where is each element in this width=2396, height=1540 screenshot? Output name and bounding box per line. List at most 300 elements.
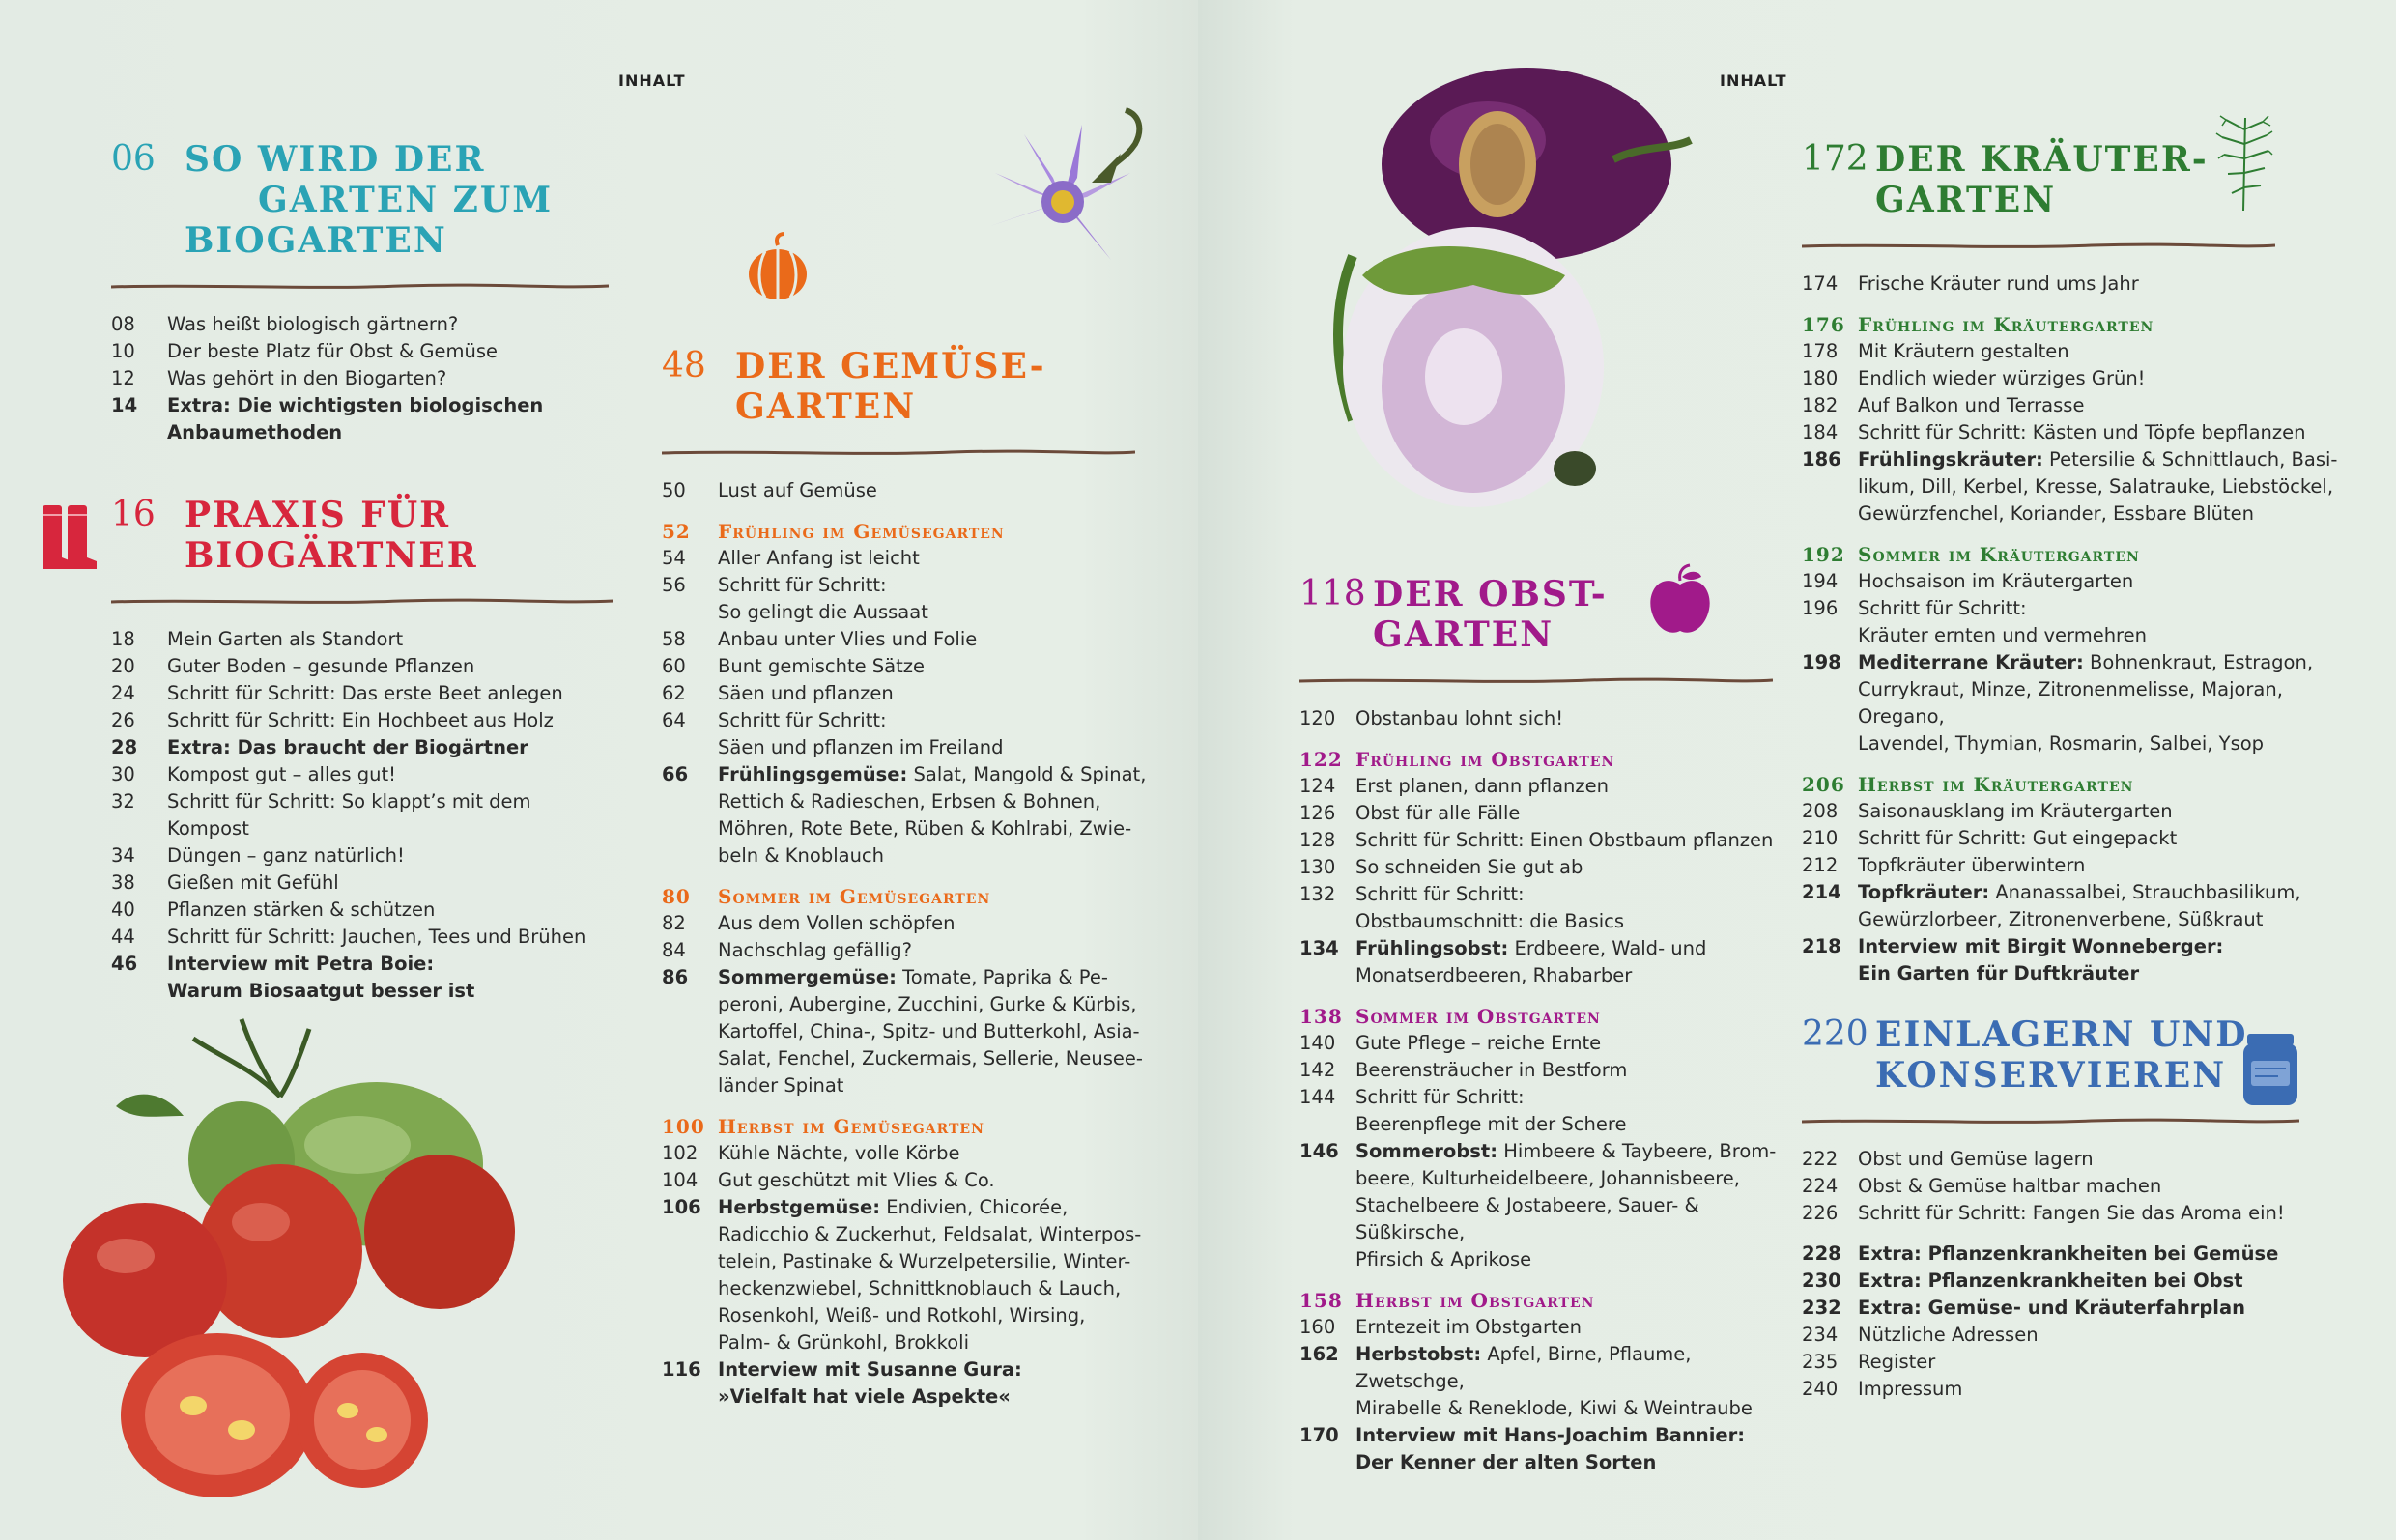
entry-page-number: [662, 1221, 718, 1248]
toc-entry[interactable]: [1299, 1422, 1783, 1449]
right-page: [1198, 0, 2396, 1540]
toc-subheading[interactable]: [662, 518, 1164, 545]
section-title: [1875, 1014, 2304, 1096]
toc-entries: [1802, 1146, 2304, 1403]
entry-text: Schritt für Schritt: Jauchen, Tees und Brühen: [167, 926, 586, 948]
toc-entry[interactable]: [1299, 1057, 1783, 1084]
entry-page-number: 160: [1299, 1316, 1336, 1338]
section-title: [185, 139, 613, 261]
toc-entry[interactable]: [662, 1275, 1164, 1302]
eggplant-flower-image: [971, 100, 1164, 294]
toc-entry[interactable]: [1802, 473, 2362, 500]
toc-entry[interactable]: [1299, 1030, 1783, 1057]
entry-page-number: 194: [1802, 570, 1839, 592]
eggplants-image: [1295, 53, 1739, 527]
toc-entry[interactable]: [1802, 1146, 2304, 1173]
toc-entry[interactable]: [1299, 1111, 1783, 1138]
toc-entry[interactable]: [1299, 1165, 1783, 1192]
entry-page-number: 210: [1802, 827, 1839, 849]
toc-entry[interactable]: [1802, 676, 2362, 730]
entry-rest: Tomate, Paprika & Pe-: [896, 966, 1108, 988]
entry-page-number: 186: [1802, 448, 1841, 471]
entry-text: Nützliche Adressen: [1858, 1324, 2039, 1346]
toc-subheading[interactable]: [1299, 1003, 1783, 1030]
entry-page-number: 126: [1299, 802, 1336, 824]
entry-page-number: 138: [1299, 1005, 1343, 1028]
toc-entry[interactable]: [111, 788, 613, 842]
entry-text: [1355, 935, 1783, 962]
entry-page-number: [1802, 960, 1858, 987]
entry-page-number: 38: [111, 871, 135, 894]
entry-page-number: 26: [111, 709, 135, 731]
toc-entry[interactable]: [1299, 800, 1783, 827]
toc-entry[interactable]: [1802, 338, 2362, 365]
toc-entry[interactable]: [1802, 798, 2362, 825]
section-kraeutergarten: [1802, 139, 2362, 987]
toc-entry[interactable]: [1802, 365, 2362, 392]
toc-entry[interactable]: [1802, 446, 2362, 473]
section-title-line: EINLAGERN UND: [1875, 1014, 2248, 1055]
toc-entry[interactable]: [662, 1221, 1164, 1248]
entry-page-number: 128: [1299, 829, 1336, 851]
toc-entry[interactable]: [111, 978, 613, 1005]
section-praxis: [111, 495, 613, 1005]
entry-page-number: 66: [662, 763, 689, 785]
entry-text: Frische Kräuter rund ums Jahr: [1858, 272, 2139, 295]
toc-entry[interactable]: [111, 761, 613, 788]
entry-text: Salat, Fenchel, Zuckermais, Sellerie, Neusee-: [718, 1047, 1143, 1069]
toc-entry[interactable]: [1299, 854, 1783, 881]
entry-page-number: 34: [111, 844, 135, 867]
toc-subheading[interactable]: [662, 1113, 1164, 1140]
entry-lead: Herbstobst:: [1355, 1343, 1482, 1365]
entry-page-number: [662, 788, 718, 815]
entry-page-number: 174: [1802, 272, 1839, 295]
toc-entry[interactable]: [1299, 773, 1783, 800]
entry-gap: [1802, 757, 2362, 771]
entry-text: Palm- & Grünkohl, Brokkoli: [718, 1331, 969, 1354]
section-title-line: GARTEN: [1875, 180, 2057, 220]
entry-page-number: 116: [662, 1358, 701, 1381]
entry-gap: [1802, 1227, 2304, 1241]
toc-entry[interactable]: [1802, 392, 2362, 419]
toc-entry[interactable]: [111, 707, 613, 734]
toc-entry[interactable]: [1802, 271, 2362, 298]
entry-text: »Vielfalt hat viele Aspekte«: [718, 1385, 1011, 1408]
toc-entry[interactable]: [662, 761, 1164, 788]
toc-subheading[interactable]: [662, 883, 1164, 910]
toc-entries: [1299, 705, 1783, 1476]
toc-entry[interactable]: [662, 1383, 1164, 1411]
entry-page-number: 208: [1802, 800, 1839, 822]
entry-text: Nachschlag gefällig?: [718, 939, 912, 961]
toc-entry[interactable]: [662, 815, 1164, 842]
entry-page-number: 176: [1802, 313, 1845, 336]
entry-text: Obst und Gemüse lagern: [1858, 1148, 2094, 1170]
entry-page-number: 64: [662, 709, 686, 731]
toc-entry[interactable]: [1802, 1322, 2304, 1349]
entry-text: Kompost gut – alles gut!: [167, 763, 396, 785]
entry-page-number: 162: [1299, 1343, 1339, 1365]
entry-page-number: [1299, 1192, 1355, 1246]
entry-page-number: 170: [1299, 1424, 1339, 1446]
toc-entry[interactable]: [1802, 1200, 2304, 1227]
entry-page-number: [1802, 730, 1858, 757]
toc-entry[interactable]: [662, 653, 1164, 680]
entry-text: Säen und pflanzen: [718, 682, 894, 704]
entry-text: Ein Garten für Duftkräuter: [1858, 962, 2140, 984]
entry-page-number: [1802, 676, 1858, 730]
entry-text: Schritt für Schritt:: [718, 574, 887, 596]
entry-page-number: 84: [662, 939, 686, 961]
section-page-number: 48: [662, 346, 706, 385]
entry-text: Schritt für Schritt: Ein Hochbeet aus Holz: [167, 709, 554, 731]
toc-entry[interactable]: [1802, 933, 2362, 960]
entry-text: Kühle Nächte, volle Körbe: [718, 1142, 960, 1164]
toc-entry[interactable]: [662, 842, 1164, 870]
toc-entry[interactable]: [111, 924, 613, 951]
entry-page-number: [1299, 1111, 1355, 1138]
toc-entry[interactable]: [662, 991, 1164, 1018]
entry-text: Der beste Platz für Obst & Gemüse: [167, 340, 499, 362]
entry-text: Bunt gemischte Sätze: [718, 655, 926, 677]
toc-entry[interactable]: [1299, 908, 1783, 935]
entry-page-number: 144: [1299, 1086, 1336, 1108]
toc-entry[interactable]: [1299, 1341, 1783, 1395]
entry-text: Interview mit Susanne Gura:: [718, 1358, 1022, 1381]
entry-gap: [1299, 732, 1783, 746]
toc-entry[interactable]: [1299, 935, 1783, 962]
toc-entry[interactable]: [662, 1329, 1164, 1356]
toc-entry[interactable]: [111, 680, 613, 707]
entry-text: Obst für alle Fälle: [1355, 802, 1521, 824]
entry-text: Obstbaumschnitt: die Basics: [1355, 910, 1625, 932]
section-title-line: DER GEMÜSE-: [735, 346, 1046, 386]
entry-page-number: 214: [1802, 881, 1841, 903]
entry-page-number: 62: [662, 682, 686, 704]
toc-entry[interactable]: [1299, 827, 1783, 854]
entry-text: Schritt für Schritt: Das erste Beet anlegen: [167, 682, 563, 704]
entry-page-number: 18: [111, 628, 135, 650]
toc-entry[interactable]: [1802, 1295, 2304, 1322]
entry-gap: [662, 870, 1164, 883]
entry-rest: Salat, Mangold & Spinat,: [907, 763, 1147, 785]
toc-entry[interactable]: [662, 1356, 1164, 1383]
toc-entry[interactable]: [662, 1072, 1164, 1099]
entry-page-number: 46: [111, 953, 138, 975]
entry-page-number: [1299, 1449, 1355, 1476]
entry-text: Schritt für Schritt: So klappt’s mit dem Kompost: [167, 790, 531, 840]
entry-text: Mein Garten als Standort: [167, 628, 404, 650]
toc-entry[interactable]: [1802, 960, 2362, 987]
entry-page-number: 240: [1802, 1378, 1839, 1400]
boots-icon: [39, 503, 99, 573]
toc-entry[interactable]: [662, 1018, 1164, 1045]
toc-entry[interactable]: [1802, 419, 2362, 446]
toc-entry[interactable]: [662, 599, 1164, 626]
running-head: INHALT: [618, 71, 686, 90]
toc-entry[interactable]: [662, 1302, 1164, 1329]
entry-page-number: 230: [1802, 1269, 1841, 1292]
entry-text: Extra: Pflanzenkrankheiten bei Gemüse: [1858, 1242, 2279, 1265]
entry-lead: Topfkräuter:: [1858, 881, 1990, 903]
toc-entry[interactable]: [662, 788, 1164, 815]
entry-text: So schneiden Sie gut ab: [1355, 856, 1583, 878]
section-page-number: 118: [1299, 574, 1366, 613]
entry-page-number: [662, 1045, 718, 1072]
entry-page-number: 180: [1802, 367, 1839, 389]
entry-text: Kräuter ernten und vermehren: [1858, 624, 2148, 646]
entry-page-number: 12: [111, 367, 135, 389]
entry-text: Guter Boden – gesunde Pflanzen: [167, 655, 475, 677]
entry-page-number: [1299, 1246, 1355, 1273]
entry-page-number: 222: [1802, 1148, 1839, 1170]
entry-page-number: 158: [1299, 1289, 1343, 1312]
entry-lead: Frühlingsgemüse:: [718, 763, 908, 785]
entry-page-number: [1802, 906, 1858, 933]
entry-page-number: 50: [662, 479, 686, 501]
entry-page-number: 20: [111, 655, 135, 677]
toc-entry[interactable]: [1299, 705, 1783, 732]
toc-entry[interactable]: [1802, 879, 2362, 906]
entry-page-number: [111, 978, 167, 1005]
toc-entry[interactable]: [1802, 1241, 2304, 1268]
entry-text: beere, Kulturheidelbeere, Johannisbeere,: [1355, 1167, 1740, 1189]
entry-page-number: [662, 734, 718, 761]
entry-text: Hochsaison im Kräutergarten: [1858, 570, 2134, 592]
entry-text: Schritt für Schritt: Gut eingepackt: [1858, 827, 2178, 849]
entry-lead: Sommerobst:: [1355, 1140, 1498, 1162]
entry-text: Auf Balkon und Terrasse: [1858, 394, 2085, 416]
entry-text: Interview mit Birgit Wonneberger:: [1858, 935, 2224, 957]
twig-divider: [111, 597, 613, 605]
toc-entry[interactable]: [662, 1248, 1164, 1275]
entry-text: Monatserdbeeren, Rhabarber: [1355, 964, 1633, 986]
entry-page-number: 146: [1299, 1140, 1339, 1162]
entry-page-number: 102: [662, 1142, 699, 1164]
entry-rest: Petersilie & Schnittlauch, Basi-: [2042, 448, 2338, 471]
section-title-line: SO WIRD DER: [185, 139, 486, 180]
entry-text: Der Kenner der alten Sorten: [1355, 1451, 1657, 1473]
entry-lead: Mediterrane Kräuter:: [1858, 651, 2084, 673]
entry-page-number: [662, 1383, 718, 1411]
toc-entry[interactable]: [662, 477, 1164, 504]
entry-page-number: 100: [662, 1115, 705, 1138]
toc-entry[interactable]: [111, 734, 613, 761]
section-title-line: GARTEN: [1373, 614, 1555, 655]
toc-entry[interactable]: [111, 626, 613, 653]
entry-text: Schritt für Schritt:: [1355, 1086, 1525, 1108]
toc-entry[interactable]: [662, 626, 1164, 653]
toc-entry[interactable]: [111, 311, 613, 338]
entry-text: Schritt für Schritt: Fangen Sie das Aroma ein!: [1858, 1202, 2285, 1224]
entry-text: Stachelbeere & Jostabeere, Sauer- & Süßkirsche,: [1355, 1194, 1699, 1243]
toc-subheading[interactable]: [1802, 541, 2362, 568]
toc-entry[interactable]: [662, 1194, 1164, 1221]
entry-text: Interview mit Hans-Joachim Bannier:: [1355, 1424, 1746, 1446]
entry-text: [1858, 879, 2362, 906]
entry-page-number: 196: [1802, 597, 1839, 619]
entry-gap: [662, 504, 1164, 518]
entry-page-number: 124: [1299, 775, 1336, 797]
toc-entry[interactable]: [662, 572, 1164, 599]
entry-page-number: [662, 815, 718, 842]
entry-page-number: [662, 991, 718, 1018]
entry-page-number: 52: [662, 520, 691, 543]
entry-text: Topfkräuter überwintern: [1858, 854, 2086, 876]
entry-page-number: [1299, 1395, 1355, 1422]
toc-entries: [111, 626, 613, 1005]
entry-gap: [662, 1099, 1164, 1113]
entry-page-number: 54: [662, 547, 686, 569]
entry-text: Was heißt biologisch gärtnern?: [167, 313, 459, 335]
entry-page-number: 106: [662, 1196, 701, 1218]
toc-subheading[interactable]: [1299, 1287, 1783, 1314]
entry-text: Aus dem Vollen schöpfen: [718, 912, 956, 934]
entry-text: Schritt für Schritt:: [718, 709, 887, 731]
pumpkin-icon: [746, 232, 810, 301]
entry-page-number: 130: [1299, 856, 1336, 878]
entry-page-number: 192: [1802, 543, 1845, 566]
toc-entry[interactable]: [111, 338, 613, 365]
toc-subheading[interactable]: [1299, 746, 1783, 773]
entry-text: Currykraut, Minze, Zitronenmelisse, Majoran, Oregano,: [1858, 678, 2283, 727]
entry-text: länder Spinat: [718, 1074, 844, 1097]
section-title: [1875, 139, 2362, 220]
toc-entry[interactable]: [662, 937, 1164, 964]
toc-entry[interactable]: [111, 365, 613, 392]
entry-page-number: 228: [1802, 1242, 1841, 1265]
toc-entry[interactable]: [1299, 1084, 1783, 1111]
entry-text: Erst planen, dann pflanzen: [1355, 775, 1610, 797]
toc-entry[interactable]: [1802, 1349, 2304, 1376]
entry-page-number: 122: [1299, 748, 1343, 771]
entry-rest: Himbeere & Taybeere, Brom-: [1498, 1140, 1777, 1162]
entry-page-number: 82: [662, 912, 686, 934]
entry-text: beln & Knoblauch: [718, 844, 885, 867]
entry-text: Pflanzen stärken & schützen: [167, 898, 436, 921]
entry-lead: Frühlingskräuter:: [1858, 448, 2043, 471]
entry-page-number: 44: [111, 926, 135, 948]
toc-entry[interactable]: [1802, 1173, 2304, 1200]
entry-text: Rosenkohl, Weiß- und Rotkohl, Wirsing,: [718, 1304, 1086, 1326]
entry-page-number: 08: [111, 313, 135, 335]
toc-entry[interactable]: [111, 842, 613, 870]
toc-entry[interactable]: [662, 545, 1164, 572]
entry-page-number: 80: [662, 885, 691, 908]
toc-entry[interactable]: [1802, 906, 2362, 933]
toc-entry[interactable]: [111, 653, 613, 680]
section-gemuesegarten: [662, 346, 1164, 1411]
entry-text: Schritt für Schritt: Kästen und Töpfe bepflanzen: [1858, 421, 2306, 443]
toc-entry[interactable]: [111, 951, 613, 978]
entry-text: Gute Pflege – reiche Ernte: [1355, 1032, 1602, 1054]
toc-entry[interactable]: [1802, 1376, 2304, 1403]
toc-entry[interactable]: [1802, 568, 2362, 595]
entry-page-number: [1299, 908, 1355, 935]
entry-text: Erntezeit im Obstgarten: [1355, 1316, 1582, 1338]
entry-page-number: [1299, 962, 1355, 989]
toc-entry[interactable]: [662, 1167, 1164, 1194]
entry-text: Mit Kräutern gestalten: [1858, 340, 2069, 362]
toc-entry[interactable]: [662, 734, 1164, 761]
entry-text: Aller Anfang ist leicht: [718, 547, 920, 569]
entry-page-number: 234: [1802, 1324, 1839, 1346]
section-title-line: KONSERVIEREN: [1875, 1055, 2227, 1096]
entry-text: Extra: Die wichtigsten biologischen Anbaumethoden: [167, 394, 544, 443]
toc-entry[interactable]: [1299, 1138, 1783, 1165]
entry-text: So gelingt die Aussaat: [718, 601, 928, 623]
entry-text: Sommer im Gemüsegarten: [718, 885, 991, 908]
twig-divider: [1802, 1117, 2304, 1125]
entry-text: Schritt für Schritt:: [1858, 597, 2027, 619]
toc-entry[interactable]: [1299, 1314, 1783, 1341]
entry-text: Herbst im Kräutergarten: [1858, 773, 2134, 796]
entry-gap: [1299, 1273, 1783, 1287]
toc-entry[interactable]: [111, 897, 613, 924]
entry-rest: Ananassalbei, Strauchbasilikum,: [1989, 881, 2301, 903]
entry-page-number: 104: [662, 1169, 699, 1191]
toc-entry[interactable]: [1802, 649, 2362, 676]
toc-entry[interactable]: [1802, 500, 2362, 528]
toc-entry[interactable]: [1299, 1246, 1783, 1273]
toc-entry[interactable]: [1802, 852, 2362, 879]
entry-text: Interview mit Petra Boie:: [167, 953, 435, 975]
entry-text: Was gehört in den Biogarten?: [167, 367, 447, 389]
toc-entry[interactable]: [1299, 962, 1783, 989]
toc-entry[interactable]: [1299, 1192, 1783, 1246]
toc-entry[interactable]: [662, 680, 1164, 707]
entry-page-number: [662, 599, 718, 626]
section-title: [1373, 574, 1783, 655]
section-page-number: 172: [1802, 139, 1868, 179]
toc-entry[interactable]: [662, 964, 1164, 991]
entry-text: telein, Pastinake & Wurzelpetersilie, Winter-: [718, 1250, 1131, 1272]
entry-text: [1355, 1138, 1783, 1165]
toc-entry[interactable]: [1299, 881, 1783, 908]
toc-entry[interactable]: [111, 870, 613, 897]
entry-text: Frühling im Gemüsegarten: [718, 520, 1005, 543]
section-so-wird-der-garten: [111, 139, 613, 446]
toc-entry[interactable]: [1802, 825, 2362, 852]
section-title-line: GARTEN ZUM: [258, 180, 554, 220]
toc-entry[interactable]: [662, 1140, 1164, 1167]
section-title-line: GARTEN: [735, 386, 917, 427]
toc-entry[interactable]: [1299, 1395, 1783, 1422]
toc-entry[interactable]: [662, 910, 1164, 937]
toc-entry[interactable]: [662, 1045, 1164, 1072]
toc-entry[interactable]: [662, 707, 1164, 734]
toc-entry[interactable]: [1802, 622, 2362, 649]
section-page-number: 220: [1802, 1014, 1868, 1054]
toc-subheading[interactable]: [1802, 311, 2362, 338]
toc-entry[interactable]: [1802, 595, 2362, 622]
entry-page-number: 182: [1802, 394, 1839, 416]
entry-text: [718, 964, 1164, 991]
toc-entry[interactable]: [1299, 1449, 1783, 1476]
entry-text: Extra: Gemüse- und Kräuterfahrplan: [1858, 1297, 2245, 1319]
toc-entry[interactable]: [1802, 730, 2362, 757]
entry-lead: Frühlingsobst:: [1355, 937, 1509, 959]
toc-subheading[interactable]: [1802, 771, 2362, 798]
entry-page-number: [1299, 1165, 1355, 1192]
entry-text: Frühling im Kräutergarten: [1858, 313, 2154, 336]
toc-entry[interactable]: [111, 392, 613, 446]
entry-text: peroni, Aubergine, Zucchini, Gurke & Kürbis,: [718, 993, 1137, 1015]
entry-text: Schritt für Schritt:: [1355, 883, 1525, 905]
entry-page-number: [662, 1248, 718, 1275]
toc-entry[interactable]: [1802, 1268, 2304, 1295]
